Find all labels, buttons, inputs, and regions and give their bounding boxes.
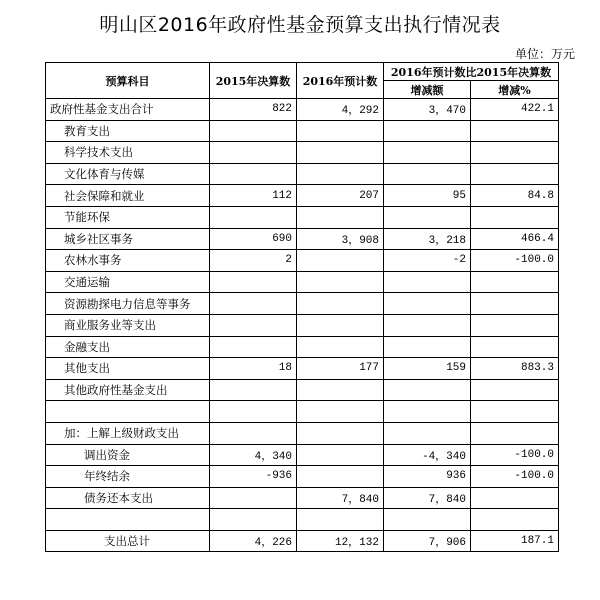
- cell-2016-estimate: [297, 206, 384, 228]
- cell-2016-estimate: [297, 401, 384, 423]
- cell-change-amount: [384, 293, 471, 315]
- cell-2016-estimate: [297, 163, 384, 185]
- cell-2016-estimate: [297, 271, 384, 293]
- cell-2016-estimate: [297, 314, 384, 336]
- row-label: 节能环保: [46, 206, 210, 228]
- cell-2015-final: [210, 509, 297, 531]
- row-label: 教育支出: [46, 120, 210, 142]
- cell-change-amount: 936: [384, 466, 471, 488]
- cell-2015-final: 690: [210, 228, 297, 250]
- cell-change-percent: [471, 293, 559, 315]
- cell-change-percent: -100.0: [471, 444, 559, 466]
- header-2015-final: 2015年决算数: [210, 63, 297, 99]
- cell-change-amount: [384, 314, 471, 336]
- cell-2015-final: [210, 422, 297, 444]
- row-label: 科学技术支出: [46, 142, 210, 164]
- cell-2015-final: [210, 401, 297, 423]
- row-label: 城乡社区事务: [46, 228, 210, 250]
- cell-change-amount: -4，340: [384, 444, 471, 466]
- table-row: [46, 142, 559, 164]
- cell-2016-estimate: [297, 120, 384, 142]
- table-row: [46, 466, 559, 488]
- cell-2015-final: [210, 314, 297, 336]
- table-row: [46, 271, 559, 293]
- cell-change-amount: [384, 271, 471, 293]
- cell-change-percent: -100.0: [471, 250, 559, 272]
- table-row: [46, 401, 559, 423]
- cell-2016-estimate: 12，132: [297, 530, 384, 552]
- cell-change-amount: 7，906: [384, 530, 471, 552]
- cell-2016-estimate: 4，292: [297, 99, 384, 121]
- cell-change-amount: [384, 163, 471, 185]
- cell-2015-final: 4，226: [210, 530, 297, 552]
- cell-2016-estimate: [297, 422, 384, 444]
- table-row: [46, 228, 559, 250]
- header-budget-subject: 预算科目: [46, 63, 210, 99]
- cell-change-amount: [384, 206, 471, 228]
- row-label: 政府性基金支出合计: [46, 99, 210, 121]
- row-label: 其他政府性基金支出: [46, 379, 210, 401]
- table-row: [46, 163, 559, 185]
- cell-2016-estimate: [297, 293, 384, 315]
- table-row: [46, 358, 559, 380]
- row-label: 年终结余: [46, 466, 210, 488]
- header-change-percent: 增减%: [471, 81, 559, 99]
- cell-change-percent: 187.1: [471, 530, 559, 552]
- cell-change-amount: 3，218: [384, 228, 471, 250]
- row-label: 社会保障和就业: [46, 185, 210, 207]
- cell-change-amount: [384, 401, 471, 423]
- row-label: 债务还本支出: [46, 487, 210, 509]
- cell-change-percent: 422.1: [471, 99, 559, 121]
- table-row: [46, 185, 559, 207]
- cell-change-percent: -100.0: [471, 466, 559, 488]
- table-row: [46, 509, 559, 531]
- row-label: 交通运输: [46, 271, 210, 293]
- table-row: [46, 444, 559, 466]
- cell-2016-estimate: 3，908: [297, 228, 384, 250]
- cell-2016-estimate: [297, 444, 384, 466]
- row-label: 文化体育与传媒: [46, 163, 210, 185]
- cell-2015-final: -936: [210, 466, 297, 488]
- cell-change-percent: [471, 142, 559, 164]
- cell-change-amount: 159: [384, 358, 471, 380]
- budget-table: [45, 62, 559, 552]
- table-row: [46, 293, 559, 315]
- row-label: 金融支出: [46, 336, 210, 358]
- cell-2015-final: [210, 142, 297, 164]
- cell-2015-final: 2: [210, 250, 297, 272]
- cell-2016-estimate: [297, 250, 384, 272]
- header-2016-estimate: 2016年预计数: [297, 63, 384, 99]
- header-comparison-group: 2016年预计数比2015年决算数: [384, 63, 559, 81]
- table-row: [46, 99, 559, 121]
- row-label: 支出总计: [46, 530, 210, 552]
- row-label: 商业服务业等支出: [46, 314, 210, 336]
- cell-change-percent: [471, 422, 559, 444]
- cell-2016-estimate: [297, 379, 384, 401]
- cell-change-percent: [471, 509, 559, 531]
- cell-2015-final: 112: [210, 185, 297, 207]
- cell-change-amount: [384, 142, 471, 164]
- cell-change-amount: -2: [384, 250, 471, 272]
- table-row: [46, 487, 559, 509]
- cell-2015-final: [210, 293, 297, 315]
- cell-2015-final: [210, 206, 297, 228]
- cell-change-percent: [471, 206, 559, 228]
- cell-change-percent: [471, 379, 559, 401]
- cell-2016-estimate: [297, 466, 384, 488]
- cell-2015-final: [210, 379, 297, 401]
- cell-2015-final: 18: [210, 358, 297, 380]
- cell-change-percent: 84.8: [471, 185, 559, 207]
- cell-change-amount: [384, 336, 471, 358]
- row-label: 农林水事务: [46, 250, 210, 272]
- header-change-amount: 增减额: [384, 81, 471, 99]
- table-row: [46, 314, 559, 336]
- cell-2015-final: [210, 163, 297, 185]
- cell-change-amount: [384, 422, 471, 444]
- row-label: 其他支出: [46, 358, 210, 380]
- table-row: [46, 530, 559, 552]
- cell-change-percent: [471, 336, 559, 358]
- cell-change-percent: [471, 120, 559, 142]
- row-label: 加：上解上级财政支出: [46, 422, 210, 444]
- cell-change-percent: 883.3: [471, 358, 559, 380]
- cell-change-amount: 3，470: [384, 99, 471, 121]
- page-title: 明山区2016年政府性基金预算支出执行情况表: [99, 14, 501, 36]
- cell-change-percent: 466.4: [471, 228, 559, 250]
- cell-change-amount: 95: [384, 185, 471, 207]
- cell-2016-estimate: [297, 142, 384, 164]
- cell-change-percent: [471, 271, 559, 293]
- cell-2015-final: [210, 271, 297, 293]
- cell-2016-estimate: [297, 336, 384, 358]
- table-row: [46, 206, 559, 228]
- cell-change-percent: [471, 487, 559, 509]
- cell-change-amount: [384, 379, 471, 401]
- row-label: 调出资金: [46, 444, 210, 466]
- cell-change-percent: [471, 401, 559, 423]
- cell-change-amount: [384, 509, 471, 531]
- cell-change-percent: [471, 163, 559, 185]
- cell-2016-estimate: 7，840: [297, 487, 384, 509]
- cell-change-amount: [384, 120, 471, 142]
- cell-change-amount: 7，840: [384, 487, 471, 509]
- table-row: [46, 422, 559, 444]
- row-label: [46, 509, 210, 531]
- cell-2015-final: [210, 120, 297, 142]
- cell-2015-final: [210, 336, 297, 358]
- table-row: [46, 250, 559, 272]
- cell-2016-estimate: 207: [297, 185, 384, 207]
- cell-2015-final: 4，340: [210, 444, 297, 466]
- table-row: [46, 379, 559, 401]
- unit-label: 单位：万元: [514, 47, 575, 61]
- cell-2015-final: [210, 487, 297, 509]
- row-label: [46, 401, 210, 423]
- table-row: [46, 336, 559, 358]
- cell-2016-estimate: [297, 509, 384, 531]
- cell-2016-estimate: 177: [297, 358, 384, 380]
- cell-2015-final: 822: [210, 99, 297, 121]
- table-row: [46, 120, 559, 142]
- cell-change-percent: [471, 314, 559, 336]
- row-label: 资源勘探电力信息等事务: [46, 293, 210, 315]
